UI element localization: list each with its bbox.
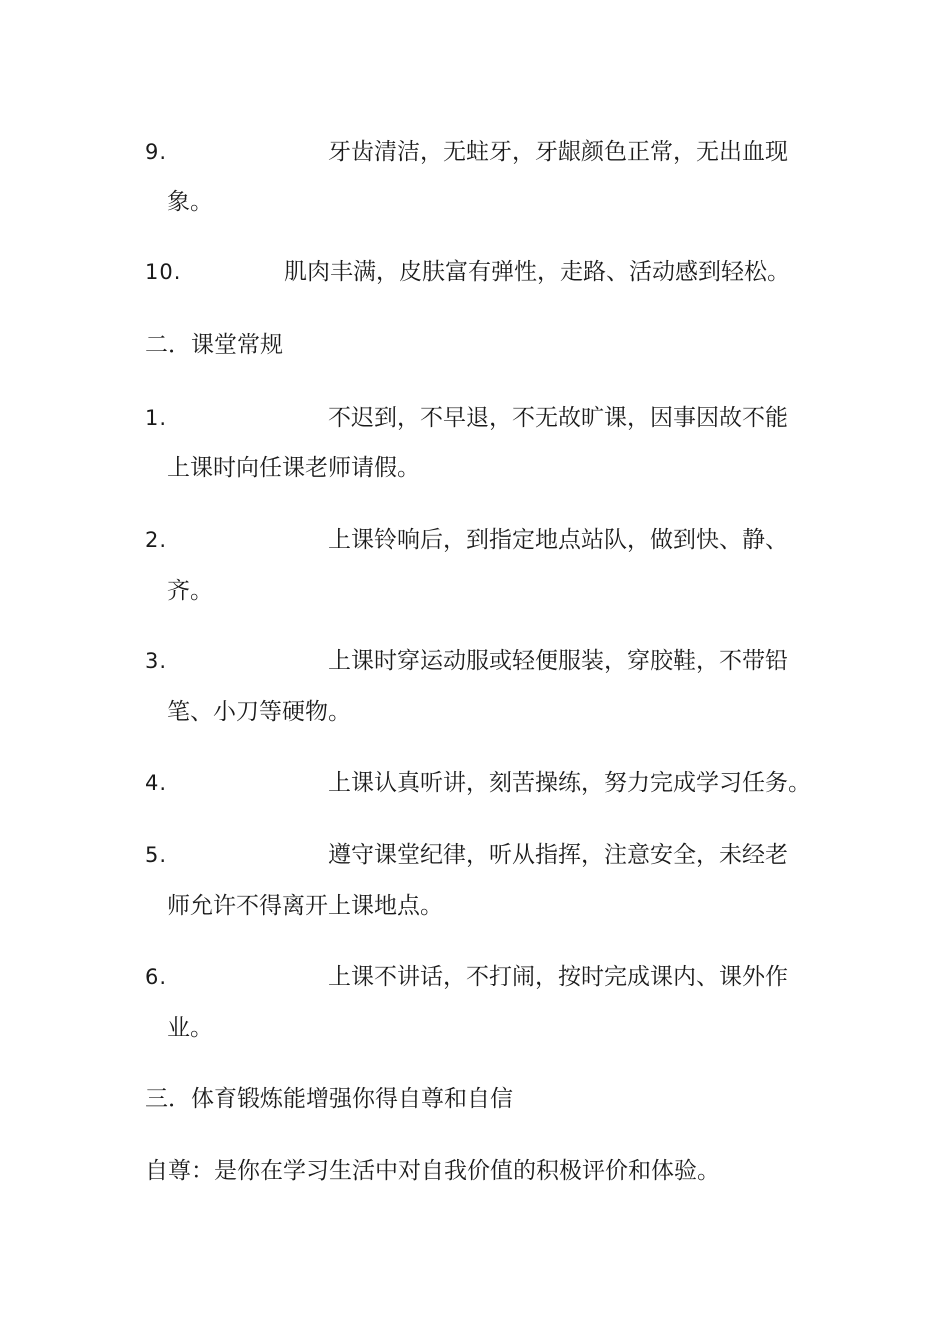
list-item-text-continued: 齐。 — [167, 578, 213, 604]
list-item-text: 上课铃响后，到指定地点站队，做到快、静、 — [328, 527, 788, 553]
list-item-text: 上课认真听讲，刻苦操练，努力完成学习任务。 — [328, 770, 811, 796]
list-item-text: 肌肉丰满，皮肤富有弹性，走路、活动感到轻松。 — [284, 259, 790, 285]
list-number: 10. — [145, 260, 182, 284]
list-item-text-continued: 笔、小刀等硬物。 — [167, 699, 351, 725]
section-heading: 二．课堂常规 — [145, 332, 283, 358]
list-number: 6. — [145, 965, 168, 989]
list-item-text: 不迟到，不早退，不无故旷课，因事因故不能 — [328, 405, 788, 431]
list-item-text-continued: 象。 — [167, 189, 213, 215]
paragraph: 自尊：是你在学习生活中对自我价值的积极评价和体验。 — [145, 1158, 720, 1184]
list-number: 5. — [145, 843, 168, 867]
list-number: 2. — [145, 528, 168, 552]
list-number: 4. — [145, 771, 168, 795]
section-heading: 三．体育锻炼能增强你得自尊和自信 — [145, 1086, 513, 1112]
list-item-text: 牙齿清洁，无蛀牙，牙龈颜色正常，无出血现 — [328, 139, 788, 165]
list-item-text-continued: 师允许不得离开上课地点。 — [167, 893, 443, 919]
list-number: 1. — [145, 406, 168, 430]
list-number: 3. — [145, 649, 168, 673]
list-item-text-continued: 上课时向任课老师请假。 — [167, 455, 420, 481]
list-number: 9. — [145, 140, 168, 164]
list-item-text: 上课不讲话，不打闹，按时完成课内、课外作 — [328, 964, 788, 990]
list-item-text: 上课时穿运动服或轻便服装，穿胶鞋，不带铅 — [328, 648, 788, 674]
list-item-text: 遵守课堂纪律，听从指挥，注意安全，未经老 — [328, 842, 788, 868]
list-item-text-continued: 业。 — [167, 1015, 213, 1041]
